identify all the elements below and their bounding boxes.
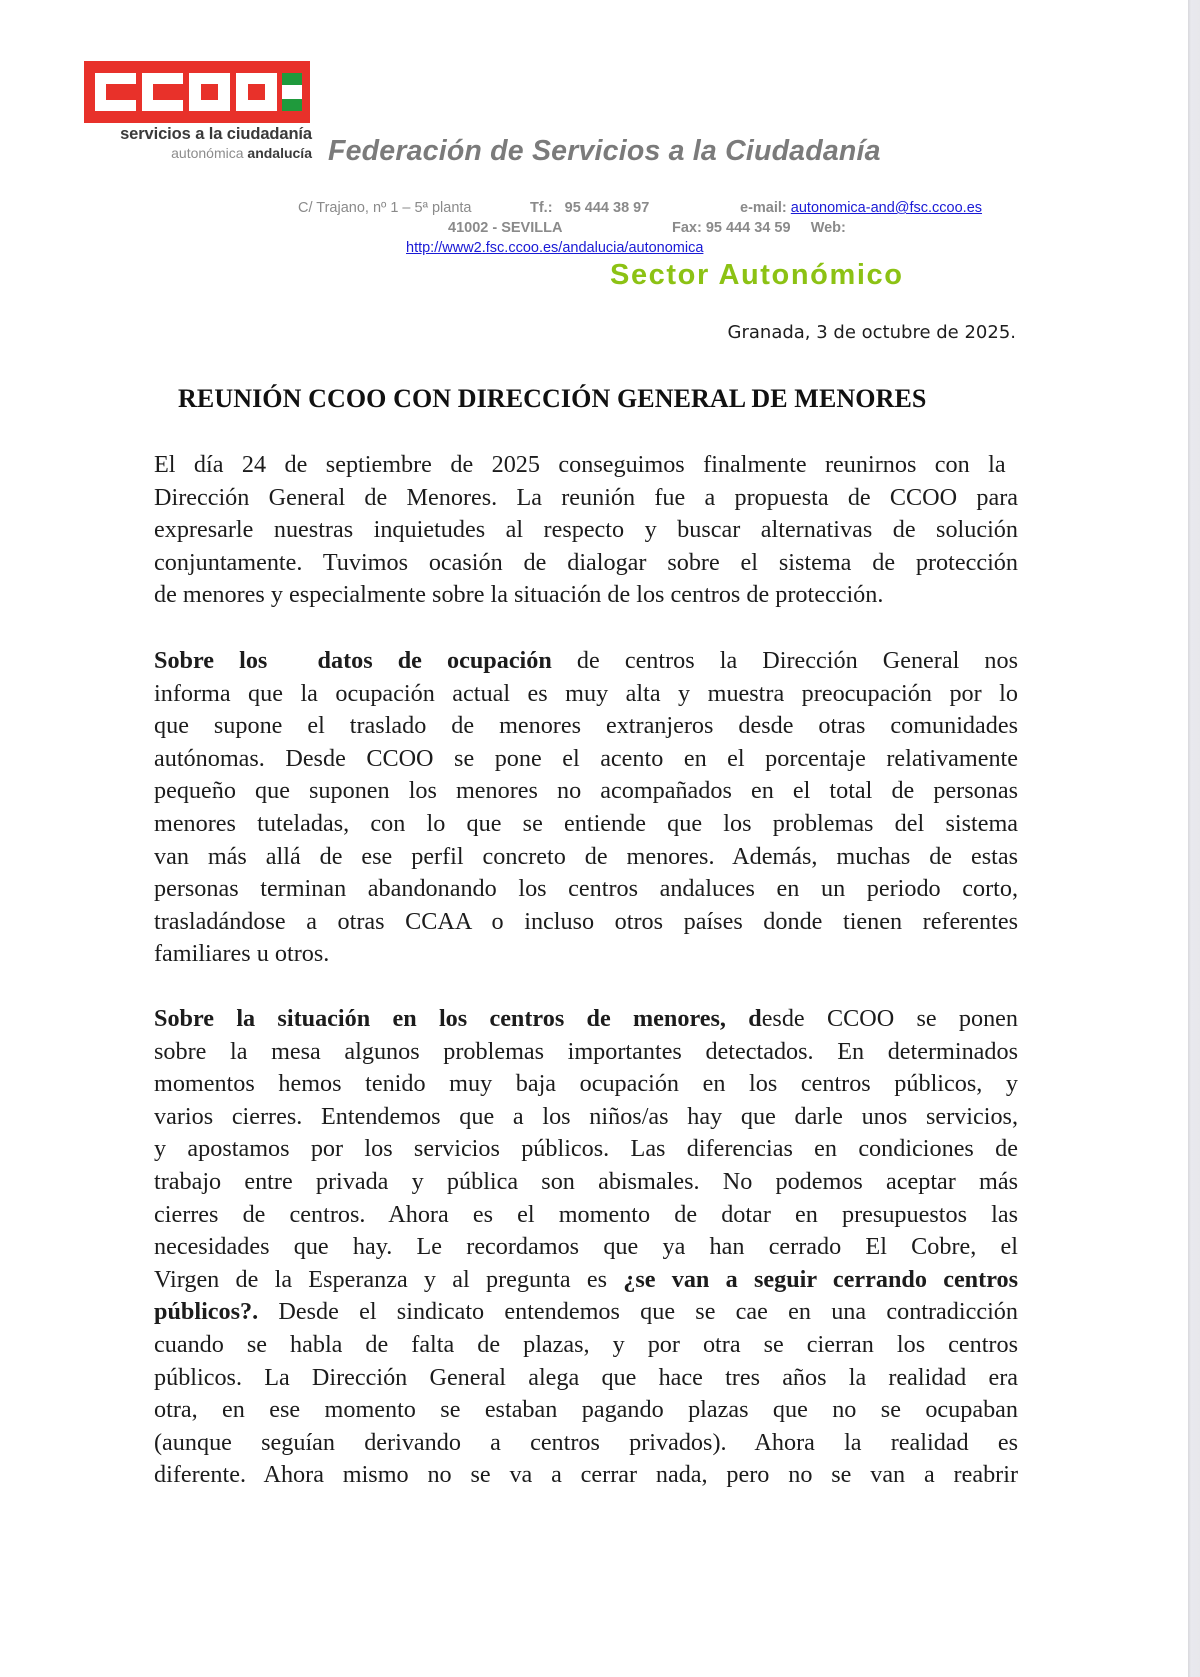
city-text: 41002 - SEVILLA [448, 220, 563, 236]
logo-subtitle-region [82, 145, 312, 161]
email-link[interactable]: autonomica-and@fsc.ccoo.es [790, 200, 983, 216]
paragraph-2 [154, 645, 1018, 971]
text-line [154, 1296, 1018, 1329]
lead-rest: esde CCOO se ponen [761, 1005, 1019, 1032]
phone-number: 95 444 38 97 [564, 200, 650, 216]
fax-line [672, 220, 846, 236]
text-line: familiares u otros. [154, 940, 330, 968]
text-line: públicos. La Dirección General alega que hace tres años la realidad era [154, 1363, 1018, 1391]
text-line: El día 24 de septiembre de 2025 conseguimos finalmente reunirnos con la [154, 451, 1006, 478]
text-line: (aunque seguían derivando a centros privados). Ahora la realidad es [154, 1428, 1018, 1456]
bold-lead: Sobre la situación en los centros de menores, d [154, 1005, 762, 1032]
document-date: Granada, 3 de octubre de 2025. [727, 322, 1016, 343]
text-line: Dirección General de Menores. La reunión fue a propuesta de CCOO para [154, 483, 1018, 511]
question-rest: Desde el sindicato entendemos que se cae en una contradicción [258, 1298, 1018, 1326]
bold-question-end: públicos?. [154, 1298, 259, 1326]
ccoo-logo-mark [84, 61, 310, 123]
text-line: pequeño que suponen los menores no acompañados en el total de personas [154, 777, 1018, 805]
text-line: trabajo entre privada y pública son abismales. No podemos aceptar más [154, 1167, 1018, 1195]
web-link[interactable]: http://www2.fsc.ccoo.es/andalucia/autonomica [406, 240, 704, 256]
logo-subtitle: servicios a la ciudadanía [120, 125, 312, 143]
text-line: cuando se habla de falta de plazas, y por otra se cierran los centros [154, 1330, 1018, 1358]
text-line: trasladándose a otras CCAA o incluso otros países donde tienen referentes [154, 907, 1018, 935]
paragraph-1 [154, 449, 1018, 612]
text-line: varios cierres. Entendemos que a los niños/as hay que darle unos servicios, [154, 1102, 1018, 1130]
email-label: e-mail: [740, 200, 787, 216]
address: C/ Trajano, nº 1 – 5ª planta [298, 200, 472, 216]
ccoo-logo [84, 61, 310, 123]
text-line: de menores y especialmente sobre la situación de los centros de protección. [154, 581, 884, 609]
lead-rest: de centros la Dirección General nos [551, 647, 1018, 674]
text-line: otra, en ese momento se estaban pagando plazas que no se ocupaban [154, 1396, 1018, 1424]
bold-lead: Sobre los datos de ocupación [154, 647, 552, 674]
phone-line [530, 200, 649, 216]
page-edge [1188, 0, 1200, 1677]
logo-subtitle-dark: andalucía [247, 145, 312, 161]
sector-title: Sector Autonómico [610, 259, 904, 291]
text-line: informa que la ocupación actual es muy alta y muestra preocupación por lo [154, 679, 1018, 707]
fax-label: Fax: [672, 220, 702, 236]
document-title: REUNIÓN CCOO CON DIRECCIÓN GENERAL DE MENORES [178, 384, 927, 413]
text-line: conjuntamente. Tuvimos ocasión de dialogar sobre el sistema de protección [154, 548, 1018, 576]
email-line [740, 200, 982, 216]
city [448, 220, 562, 236]
logo-subtitle-light: autonómica [171, 145, 244, 161]
text-line: momentos hemos tenido muy baja ocupación en los centros públicos, y [154, 1070, 1018, 1098]
fax-number: 95 444 34 59 [705, 220, 791, 236]
text-line: que supone el traslado de menores extranjeros desde otras comunidades [154, 712, 1018, 740]
bold-question: ¿se van a seguir cerrando centros [623, 1265, 1018, 1293]
phone-label: Tf.: [530, 200, 553, 216]
federation-heading: Federación de Servicios a la Ciudadanía [328, 135, 881, 167]
paragraph-3 [154, 1003, 1018, 1492]
text-line: cierres de centros. Ahora es el momento de dotar en presupuestos las [154, 1200, 1018, 1228]
text-line: necesidades que hay. Le recordamos que ya han cerrado El Cobre, el [154, 1233, 1018, 1261]
text-line [154, 1003, 1018, 1036]
text-line: van más allá de ese perfil concreto de menores. Además, muchas de estas [154, 842, 1018, 870]
web-label: Web: [810, 220, 846, 236]
text-line: expresarle nuestras inquietudes al respecto y buscar alternativas de solución [154, 516, 1018, 544]
text-line: menores tuteladas, con lo que se entiende que los problemas del sistema [154, 809, 1018, 837]
text-line: diferente. Ahora mismo no se va a cerrar nada, pero no se van a reabrir [154, 1461, 1018, 1489]
text-line: y apostamos por los servicios públicos. Las diferencias en condiciones de [154, 1135, 1018, 1163]
text-line [154, 645, 1018, 678]
text-line: personas terminan abandonando los centros andaluces en un periodo corto, [154, 875, 1018, 903]
text-line: sobre la mesa algunos problemas importantes detectados. En determinados [154, 1037, 1018, 1065]
text-line [154, 1264, 1018, 1297]
question-lead: Virgen de la Esperanza y al pregunta es [154, 1265, 624, 1293]
text-line: autónomas. Desde CCOO se pone el acento en el porcentaje relativamente [154, 744, 1018, 772]
